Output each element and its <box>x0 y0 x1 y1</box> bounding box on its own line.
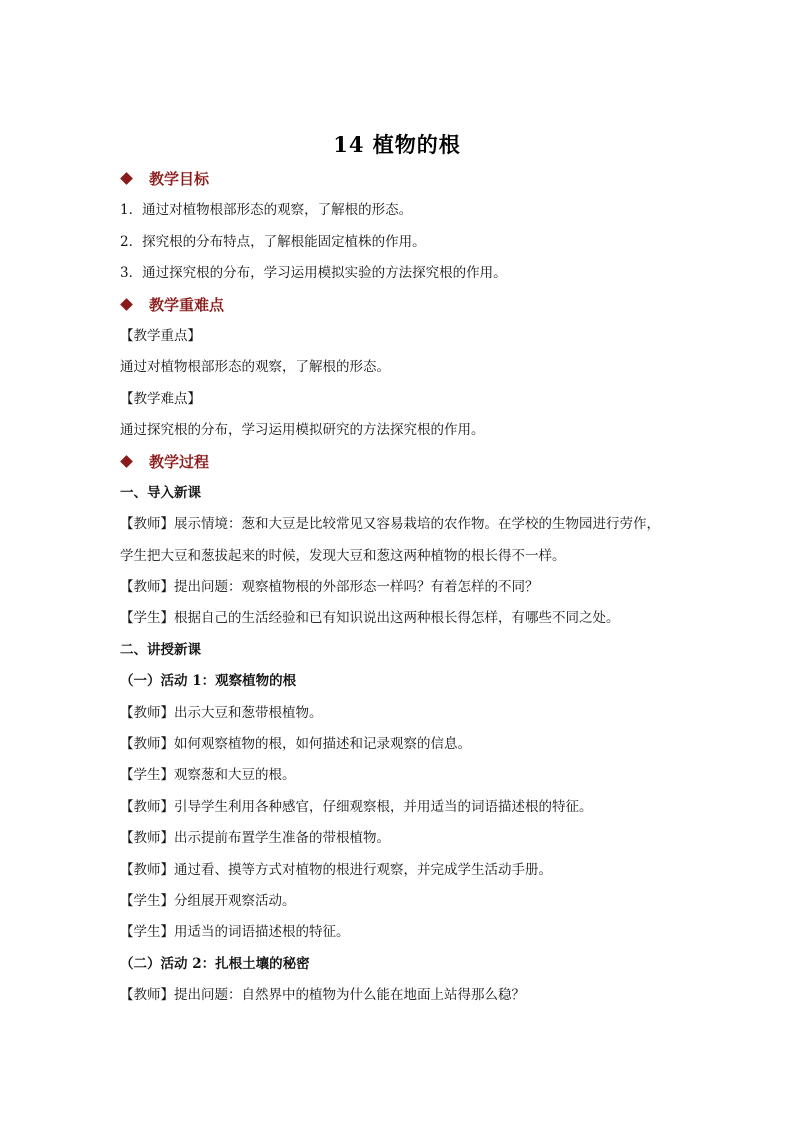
activity-line: 【学生】观察葱和大豆的根。 <box>120 767 296 784</box>
key-label: 【教学重点】 <box>120 327 201 344</box>
diamond-bullet-icon <box>120 172 133 185</box>
objective-item: 3．通过探究根的分布，学习运用模拟实验的方法探究根的作用。 <box>120 265 507 282</box>
heading-text: 教学过程 <box>149 452 210 471</box>
difficulty-text: 通过探究根的分布，学习运用模拟研究的方法探究根的作用。 <box>120 422 485 439</box>
paragraph-line: 【教师】展示情境：葱和大豆是比较常见又容易栽培的农作物。在学校的生物园进行劳作， <box>120 516 660 533</box>
part-title: 二、讲授新课 <box>120 641 201 658</box>
difficulty-label: 【教学难点】 <box>120 390 201 407</box>
heading-text: 教学目标 <box>149 170 210 188</box>
heading-text: 教学重难点 <box>149 295 225 314</box>
objective-item: 2．探究根的分布特点，了解根能固定植株的作用。 <box>120 233 426 250</box>
paragraph-line: 【教师】提出问题：观察植物根的外部形态一样吗？有着怎样的不同？ <box>120 579 539 596</box>
activity-line: 【教师】通过看、摸等方式对植物的根进行观察，并完成学生活动手册。 <box>120 861 552 878</box>
paragraph-line: 学生把大豆和葱拔起来的时候，发现大豆和葱这两种植物的根长得不一样。 <box>120 547 566 564</box>
activity-line: 【学生】用适当的词语描述根的特征。 <box>120 924 350 941</box>
diamond-bullet-icon <box>120 455 133 468</box>
activity-line: 【教师】出示提前布置学生准备的带根植物。 <box>120 830 390 847</box>
part-title: 一、导入新课 <box>120 484 201 501</box>
section-heading-process <box>120 447 690 478</box>
page-title: 14 植物的根 <box>333 132 461 157</box>
document-body <box>120 164 690 1012</box>
activity-line: 【学生】分组展开观察活动。 <box>120 892 296 909</box>
activity-line: 【教师】提出问题：自然界中的植物为什么能在地面上站得那么稳？ <box>120 987 525 1004</box>
diamond-bullet-icon <box>120 298 133 311</box>
activity-title: （二）活动 2：扎根土壤的秘密 <box>120 955 310 972</box>
objective-item: 1．通过对植物根部形态的观察，了解根的形态。 <box>120 202 413 219</box>
activity-line: 【教师】如何观察植物的根，如何描述和记录观察的信息。 <box>120 736 471 753</box>
activity-line: 【教师】引导学生利用各种感官，仔细观察根，并用适当的词语描述根的特征。 <box>120 798 593 815</box>
key-text: 通过对植物根部形态的观察，了解根的形态。 <box>120 359 390 376</box>
section-heading-key-points <box>120 290 690 321</box>
paragraph-line: 【学生】根据自己的生活经验和已有知识说出这两种根长得怎样，有哪些不同之处。 <box>120 610 620 627</box>
activity-title: （一）活动 1：观察植物的根 <box>120 673 297 690</box>
activity-line: 【教师】出示大豆和葱带根植物。 <box>120 704 323 721</box>
section-heading-objectives <box>120 164 690 195</box>
